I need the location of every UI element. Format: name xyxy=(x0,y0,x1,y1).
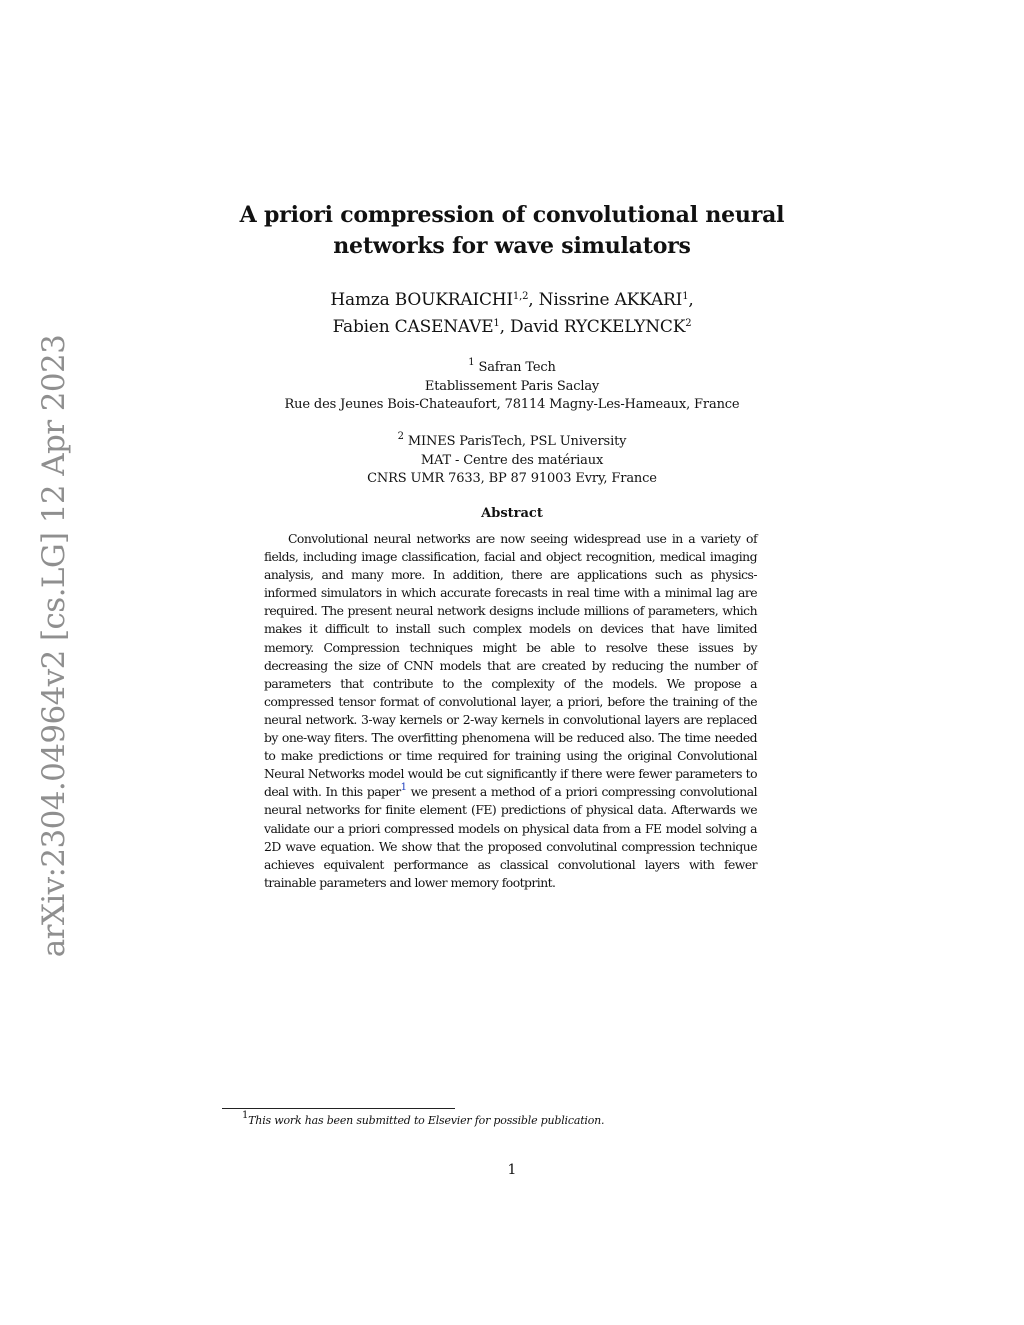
affiliation-line: CNRS UMR 7633, BP 87 91003 Evry, France xyxy=(367,471,657,486)
author-name: Nissrine AKKARI xyxy=(538,290,683,310)
author-affiliation-mark: 1 xyxy=(682,291,689,302)
affiliation-text: Safran Tech xyxy=(478,360,556,375)
affiliation-block-1 xyxy=(0,359,1024,415)
affiliation-line: Rue des Jeunes Bois-Chateaufort, 78114 Magny-Les-Hameaux, France xyxy=(284,397,740,412)
author-name: Hamza BOUKRAICHI xyxy=(330,290,513,310)
affiliation-mark: 2 xyxy=(397,431,404,442)
author-line-1 xyxy=(0,287,1024,314)
author-affiliation-mark: 1 xyxy=(493,318,500,329)
affiliation-line: MAT - Centre des matériaux xyxy=(420,452,604,468)
affiliation-mark: 1 xyxy=(468,357,475,368)
author-separator: , xyxy=(688,290,694,310)
paper-title xyxy=(0,200,1024,262)
footnote-divider xyxy=(222,1108,455,1109)
footnote-text: This work has been submitted to Elsevier for possible publication. xyxy=(248,1114,605,1127)
footnote xyxy=(242,1110,605,1129)
abstract-text: we present a method of a priori compressing convolutional neural networks for finite element (FE) predictions of physical data. Afterwards we validate our a priori compressed models on physical data from a FE model solving a 2D wave equation. We show that the proposed convolutinal compression technique achieves equivalent performance as classical convolutional layers with fewer trainable parameters and lower memory footprint. xyxy=(264,784,757,890)
paper-title-line-1: A priori compression of convolutional neural xyxy=(239,202,785,228)
abstract-heading: Abstract xyxy=(481,506,543,521)
paper-title-line-2: networks for wave simulators xyxy=(333,233,691,259)
footnote-reference-link[interactable]: 1 xyxy=(400,782,407,794)
affiliation-line xyxy=(0,433,1024,452)
affiliation-block-2 xyxy=(0,433,1024,489)
page-number: 1 xyxy=(507,1162,517,1178)
author-separator: , xyxy=(528,290,539,310)
affiliation-line: Etablissement Paris Saclay xyxy=(424,378,600,394)
author-separator: , xyxy=(499,317,511,337)
author-name: Fabien CASENAVE xyxy=(332,317,494,337)
author-name: David RYCKELYNCK xyxy=(510,317,686,337)
abstract-text: Convolutional neural networks are now seeing widespread use in a variety of fields, including image classification, facial and object recognition, medical imaging analysis, and many more. In addition, there are applications such as physics-informed simulators in which accurate forecasts in real time with a minimal lag are required. The present neural network designs include millions of parameters, which makes it difficult to install such complex models on devices that have limited memory. Compression techniques might be able to resolve these issues by decreasing the size of CNN models that are created by reducing the number of parameters that contribute to the complexity of the models. We propose a compressed tensor format of convolutional layer, a priori, before the training of the neural network. 3-way kernels or 2-way kernels in convolutional layers are replaced by one-way fiters. The overfitting phenomena will be reduced also. The time needed to make predictions or time required for training using the original Convolutional Neural Networks model would be cut significantly if there were fewer parameters to deal with. In this paper xyxy=(264,531,757,800)
abstract-body xyxy=(264,530,757,892)
author-line-2 xyxy=(0,314,1024,341)
affiliation-text: MINES ParisTech, PSL University xyxy=(407,434,627,449)
footnote-mark: 1 xyxy=(242,1110,249,1121)
author-list xyxy=(0,287,1024,341)
author-affiliation-mark: 2 xyxy=(685,318,692,329)
affiliation-line xyxy=(0,359,1024,378)
arxiv-identifier-stamp: arXiv:2304.04964v2 [cs.LG] 12 Apr 2023 xyxy=(36,334,72,958)
author-affiliation-mark: 1,2 xyxy=(512,291,529,302)
